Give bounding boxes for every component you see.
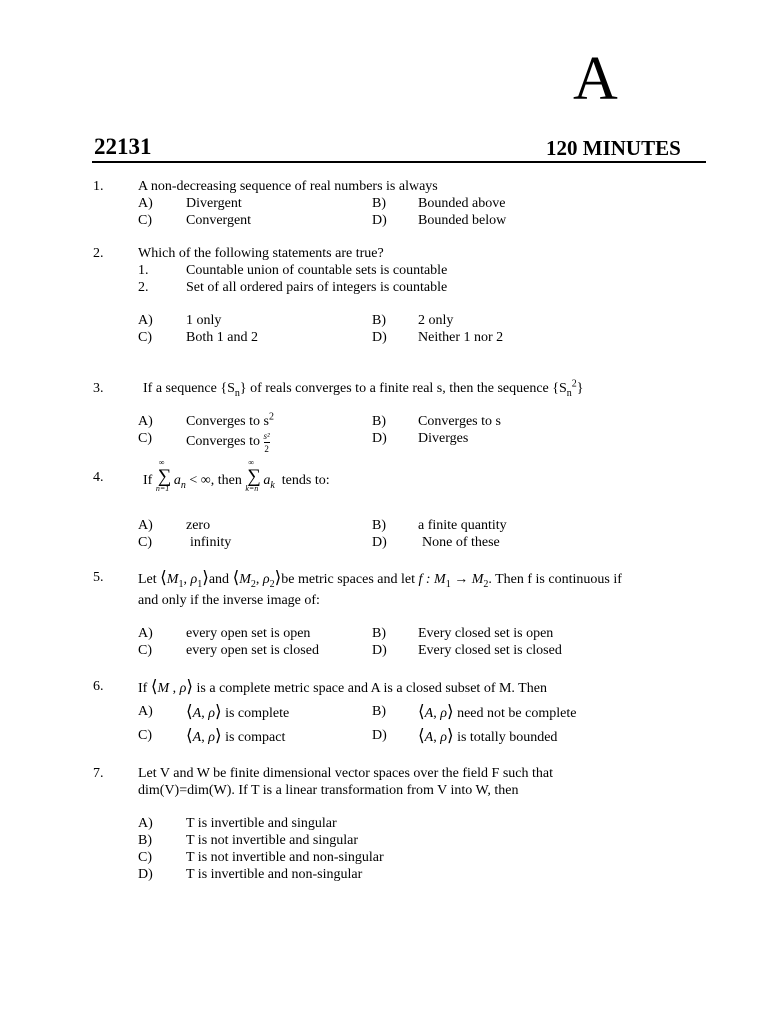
option-label: B) <box>372 626 386 641</box>
summation-symbol: ∞ ∑ n=1 <box>155 458 172 493</box>
option-text: Converges to $\frac{\text{s²}}{2}$ <box>186 431 270 454</box>
option-text: ⟨A, ρ⟩ is complete <box>186 702 290 721</box>
option-text: Bounded above <box>418 196 506 211</box>
option-text: ⟨A, ρ⟩ need not be complete <box>418 702 577 721</box>
question-text: Let $⟨M_1$, $\rho_1⟩and$ $⟨M_2$, $\rho_2⟩be$ metric spaces and let f : $M_1 \to M_2$. Then f is continuous if <box>138 568 622 590</box>
option-label: B) <box>372 196 386 211</box>
question-number: 3. <box>93 381 104 396</box>
header-divider <box>92 161 706 163</box>
option-text: every open set is closed <box>186 643 319 658</box>
squared-sequence-symbol: $\{S_n^2\}$ <box>552 378 584 399</box>
question-text-continued: and only if the inverse image of: <box>138 593 320 608</box>
question-text: Let V and W be finite dimensional vector spaces over the field F such that <box>138 766 553 781</box>
option-label: A) <box>138 414 153 429</box>
option-label: A) <box>138 626 153 641</box>
option-label: D) <box>372 213 387 228</box>
option-label: C) <box>138 330 152 345</box>
option-text: Convergent <box>186 213 252 228</box>
question-number: 6. <box>93 679 104 694</box>
option-label: A) <box>138 313 153 328</box>
option-text: T is invertible and non-singular <box>186 867 363 882</box>
metric-space-1: ⟨ <box>160 568 167 587</box>
statement-number: 1. <box>138 263 149 278</box>
question-number: 5. <box>93 570 104 585</box>
option-text: ⟨A, ρ⟩ is compact <box>186 726 286 745</box>
option-label: A) <box>138 518 153 533</box>
summation-symbol: ∞ ∑ k=n <box>245 458 261 493</box>
question-text: If a sequence $\{S_n\}$ of reals converges to a finite real s, then the sequence $\{S_n^2\}$ <box>143 378 584 399</box>
option-text: Both 1 and 2 <box>186 330 258 345</box>
option-text: 1 only <box>186 313 222 328</box>
option-text: T is not invertible and non-singular <box>186 850 384 865</box>
sequence-symbol: $\{S_n\}$ <box>220 381 247 399</box>
option-label: A) <box>138 704 153 719</box>
option-text: Every closed set is open <box>418 626 554 641</box>
fraction: $\frac{\text{s²}}{2}$ <box>263 431 270 454</box>
option-label: A) <box>138 816 153 831</box>
question-text-continued: dim(V)=dim(W). If T is a linear transformation from V into W, then <box>138 783 519 798</box>
option-text: ⟨A, ρ⟩ is totally bounded <box>418 726 558 745</box>
option-label: D) <box>138 867 153 882</box>
option-text: Neither 1 nor 2 <box>418 330 504 345</box>
option-label: B) <box>372 704 386 719</box>
option-text: Divergent <box>186 196 242 211</box>
statement-text: Countable union of countable sets is countable <box>186 263 448 278</box>
question-number: 7. <box>93 766 104 781</box>
question-text: If ∞ ∑ n=1 $a_n$ < ∞, then ∞ ∑ k=n $a_k$ tends to: <box>143 458 330 493</box>
option-label: D) <box>372 431 387 446</box>
option-text: None of these <box>422 535 500 550</box>
question-number: 2. <box>93 246 104 261</box>
option-text: Converges to $s^2$ <box>186 411 274 429</box>
option-label: A) <box>138 196 153 211</box>
question-text: Which of the following statements are true? <box>138 246 384 261</box>
option-label: D) <box>372 643 387 658</box>
statement-text: Set of all ordered pairs of integers is countable <box>186 280 448 295</box>
statement-number: 2. <box>138 280 149 295</box>
option-label: B) <box>138 833 152 848</box>
option-label: C) <box>138 431 152 446</box>
question-text: A non-decreasing sequence of real numbers is always <box>138 179 438 194</box>
option-text: Diverges <box>418 431 469 446</box>
metric-space-symbol: ⟨ <box>150 677 158 696</box>
option-label: D) <box>372 728 387 743</box>
option-text: Every closed set is closed <box>418 643 562 658</box>
option-label: C) <box>138 535 152 550</box>
option-label: B) <box>372 313 386 328</box>
question-text: If ⟨M , ρ⟩ is a complete metric space and A is a closed subset of M. Then <box>138 677 547 696</box>
exam-duration: 120 MINUTES <box>546 136 681 160</box>
option-text: T is invertible and singular <box>186 816 337 831</box>
question-number: 1. <box>93 179 104 194</box>
option-text: zero <box>186 518 211 533</box>
option-text: T is not invertible and singular <box>186 833 358 848</box>
option-text: Bounded below <box>418 213 507 228</box>
option-text: infinity <box>190 535 232 550</box>
option-label: D) <box>372 330 387 345</box>
option-text: 2 only <box>418 313 454 328</box>
option-label: C) <box>138 643 152 658</box>
option-text: every open set is open <box>186 626 311 641</box>
paper-set-letter: A <box>573 45 618 113</box>
option-label: C) <box>138 850 152 865</box>
option-label: C) <box>138 728 152 743</box>
option-text: a finite quantity <box>418 518 507 533</box>
paper-code: 22131 <box>94 134 152 159</box>
option-label: B) <box>372 518 386 533</box>
option-label: B) <box>372 414 386 429</box>
metric-space-2: ⟨ <box>232 568 240 587</box>
question-number: 4. <box>93 470 104 485</box>
option-text: Converges to s <box>418 414 501 429</box>
option-label: D) <box>372 535 387 550</box>
option-label: C) <box>138 213 152 228</box>
